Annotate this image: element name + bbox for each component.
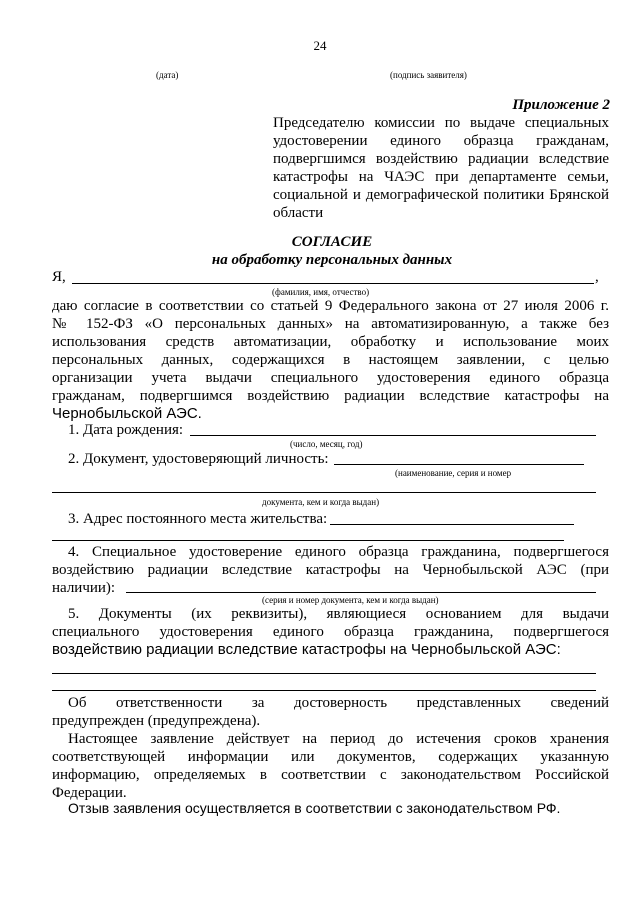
addressee-line: подвергшимся воздействию радиации вследствие — [273, 151, 609, 167]
validity-line: Федерации. — [52, 785, 127, 801]
addressee-block — [273, 114, 609, 222]
birth-date-field[interactable] — [190, 435, 596, 436]
revocation-text: Отзыв заявления осуществляется в соответствии с законодательством РФ. — [68, 800, 561, 816]
validity-line: соответствующей информации или документов, содержащих указанную — [52, 749, 609, 765]
birth-date-label: 1. Дата рождения: — [68, 422, 184, 438]
item5-line: специального удостоверения единого образца гражданина, подвергшегося — [52, 624, 609, 640]
birth-date-caption: (число, месяц, год) — [290, 439, 363, 449]
addressee-line: Председателю комиссии по выдаче специальных — [273, 115, 609, 131]
applicant-suffix: , — [595, 269, 599, 285]
addressee-line: удостоверении единого образца гражданам, — [273, 133, 609, 149]
appendix-title: Приложение 2 — [512, 97, 610, 113]
item4-paragraph — [52, 543, 609, 597]
id-document-label: 2. Документ, удостоверяющий личность: — [68, 451, 329, 467]
id-document-caption: (наименование, серия и номер — [395, 468, 512, 478]
item5-paragraph — [52, 605, 609, 659]
page-number: 24 — [313, 38, 327, 53]
certificate-field[interactable] — [126, 592, 596, 593]
consent-line: Чернобыльской АЭС. — [52, 405, 202, 422]
item4-line: 4. Специальное удостоверение единого образца гражданина, подвергшегося — [68, 544, 609, 560]
date-caption: (дата) — [156, 70, 179, 80]
consent-paragraph — [52, 297, 609, 423]
document-title: СОГЛАСИЕ — [291, 234, 373, 250]
address-field-2[interactable] — [52, 540, 564, 541]
addressee-line: области — [273, 205, 324, 221]
responsibility-line: Об ответственности за достоверность представленных сведений — [68, 695, 609, 711]
consent-line: персональных данных, содержащихся в настоящем заявлении, с целью — [52, 352, 609, 368]
address-field[interactable] — [330, 524, 574, 525]
consent-line: гражданам, подвергшимся воздействию радиации вследствие катастрофы на — [52, 388, 609, 404]
full-name-caption: (фамилия, имя, отчество) — [272, 287, 370, 297]
address-label: 3. Адрес постоянного места жительства: — [68, 511, 328, 527]
item5-line: воздействию радиации вследствие катастрофы на Чернобыльской АЭС: — [52, 641, 561, 658]
consent-line: использования средств автоматизации, обработку и использование моих — [52, 334, 609, 350]
item4-line: наличии): — [52, 580, 116, 596]
item4-line: воздействию радиации вследствие катастрофы на Чернобыльской АЭС (при — [52, 562, 609, 578]
document-subtitle: на обработку персональных данных — [211, 252, 453, 268]
basis-documents-field[interactable] — [52, 673, 596, 674]
validity-line: информацию, определяемых в соответствии с законодательством Российской — [52, 767, 609, 783]
id-document-field[interactable] — [334, 464, 584, 465]
signature-caption: (подпись заявителя) — [390, 70, 467, 80]
addressee-line: социальной и демографической политики Брянской — [273, 187, 609, 203]
item5-line: 5. Документы (их реквизиты), являющиеся основанием для выдачи — [68, 606, 609, 622]
validity-line: Настоящее заявление действует на период до истечения сроков хранения — [68, 731, 609, 747]
addressee-line: катастрофы на ЧАЭС при департаменте семьи, — [273, 169, 609, 185]
consent-line: даю согласие в соответствии со статьей 9 Федерального закона от 27 июля 2006 г. — [52, 298, 609, 314]
applicant-prefix: Я, — [52, 269, 66, 285]
id-document-caption-2: документа, кем и когда выдан) — [262, 497, 380, 507]
responsibility-line: предупрежден (предупреждена). — [52, 713, 261, 729]
validity-paragraph — [52, 730, 609, 802]
certificate-caption: (серия и номер документа, кем и когда выдан) — [262, 595, 439, 605]
consent-line: организации учета выдачи специального удостоверения единого образца — [52, 370, 609, 386]
basis-documents-field-2[interactable] — [52, 690, 596, 691]
id-document-field-2[interactable] — [52, 492, 596, 493]
consent-line: № 152-ФЗ «О персональных данных» на автоматизированную, а также без — [52, 316, 609, 332]
full-name-field[interactable] — [72, 283, 594, 284]
responsibility-paragraph — [52, 694, 609, 730]
